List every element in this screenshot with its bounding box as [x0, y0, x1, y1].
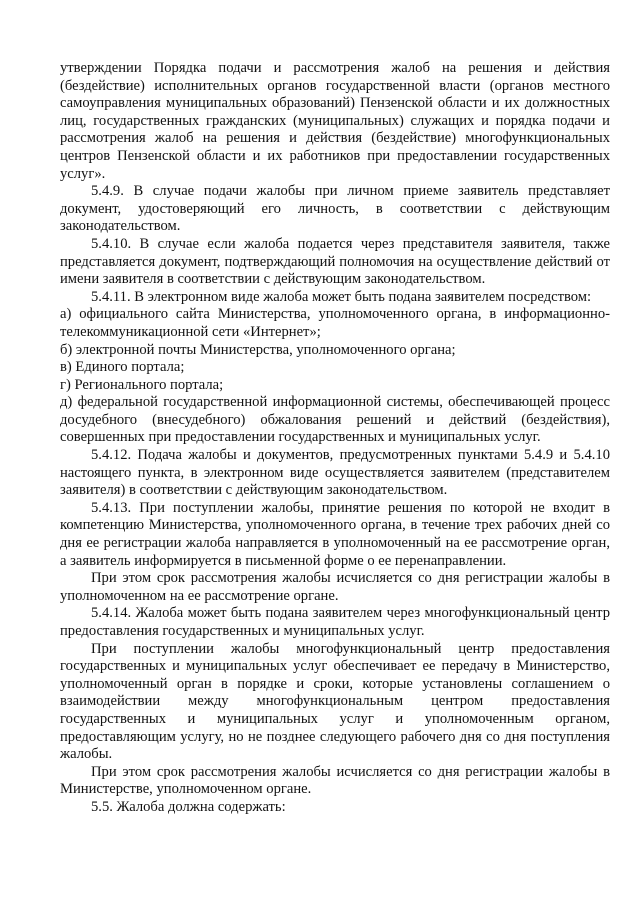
document-body — [60, 60, 610, 817]
list-item-a: а) официального сайта Министерства, уполномоченного органа, в информационно-телекоммуникационной сети «Интернет»; — [60, 306, 610, 340]
paragraph-5-5: 5.5. Жалоба должна содержать: — [91, 798, 286, 815]
paragraph-5-4-14: 5.4.14. Жалоба может быть подана заявителем через многофункциональный центр предоставления государственных и муниципальных услуг. — [60, 605, 610, 639]
paragraph-term-note-2: При этом срок рассмотрения жалобы исчисляется со дня регистрации жалобы в Министерстве, уполномоченном органе. — [60, 763, 610, 798]
list-item-v: в) Единого портала; — [60, 359, 185, 376]
list-item-g: г) Регионального портала; — [60, 376, 224, 393]
paragraph-term-note-1: При этом срок рассмотрения жалобы исчисляется со дня регистрации жалобы в уполномоченном на ее рассмотрение органе. — [60, 570, 610, 604]
list-item-d: д) федеральной государственной информационной системы, обеспечивающей процесс досудебного (внесудебного) обжалования решений и действий (бездействия), совершенных при предоставлении государственных и муниципальных услуг. — [60, 394, 610, 446]
paragraph-5-4-9: 5.4.9. В случае подачи жалобы при личном приеме заявитель представляет документ, удостоверяющий его личность, в соответствии с действующим законодательством. — [60, 183, 610, 235]
paragraph-5-4-12: 5.4.12. Подача жалобы и документов, предусмотренных пунктами 5.4.9 и 5.4.10 настоящего пункта, в электронном виде осуществляется заявителем (представителем заявителя) в соответствии с действующим законодательством. — [60, 447, 610, 499]
paragraph-5-4-10: 5.4.10. В случае если жалоба подается через представителя заявителя, также представляется документ, подтверждающий полномочия на осуществление действий от имени заявителя в соответствии с действующим законодательством. — [60, 235, 610, 288]
paragraph-5-4-13: 5.4.13. При поступлении жалобы, принятие решения по которой не входит в компетенцию Министерства, уполномоченного органа, в течение трех рабочих дней со дня ее регистрации жалоба направляется в уполномоченный на ее рассмотрение орган, а заявитель информируется в письменной форме о ее перенаправлении. — [60, 499, 610, 569]
paragraph-continuation: утверждении Порядка подачи и рассмотрения жалоб на решения и действия (бездействие) исполнительных органов государственной власти (органов местного самоуправления муниципальных образований) Пензенской области и их должностных лиц, государственных гражданских (муниципальных) служащих и порядка подачи и рассмотрения жалоб на решения и действия (бездействие) многофункциональных центров Пензенской области и их работников при предоставлении государственных услуг». — [60, 60, 610, 182]
paragraph-5-4-11: 5.4.11. В электронном виде жалоба может быть подана заявителем посредством: — [91, 288, 592, 305]
paragraph-mfc-transfer: При поступлении жалобы многофункциональный центр предоставления государственных и муниципальных услуг обеспечивает ее передачу в Министерство, уполномоченный орган в порядке и сроки, которые установлены соглашением о взаимодействии между многофункциональным центром предоставления государственных и муниципальных услуг и уполномоченным органом, предоставляющим услугу, но не позднее следующего рабочего дня со дня поступления жалобы. — [60, 640, 610, 763]
list-item-b: б) электронной почты Министерства, уполномоченного органа; — [60, 341, 456, 358]
